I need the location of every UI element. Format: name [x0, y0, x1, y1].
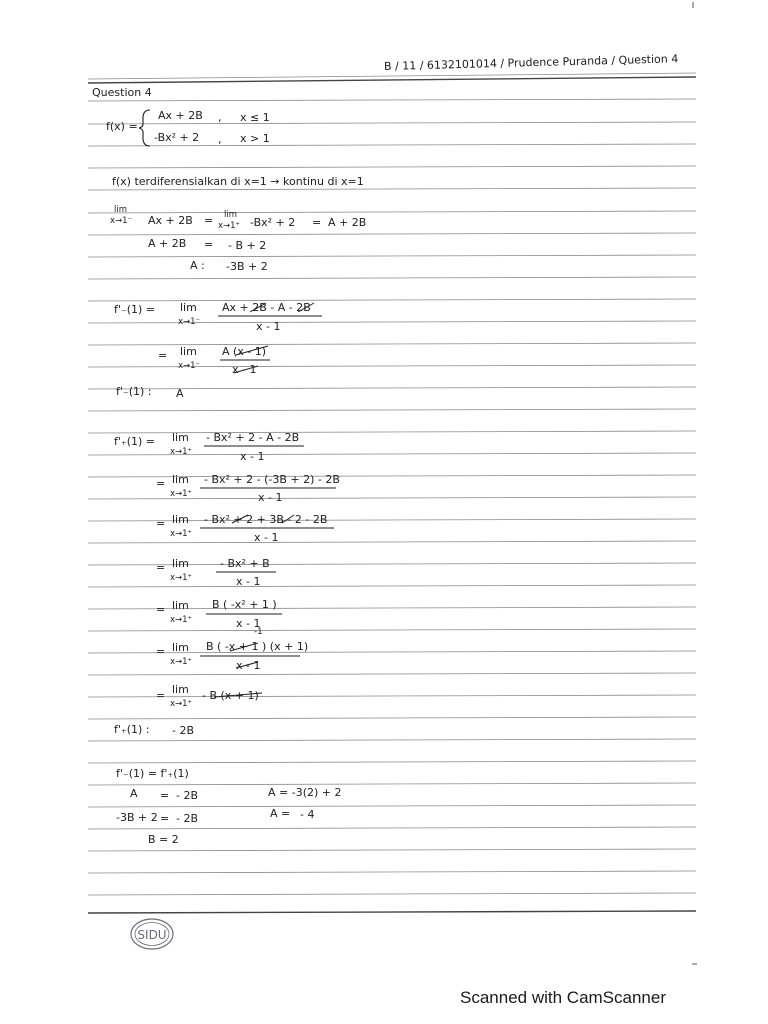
case-separator: , — [218, 111, 222, 124]
right-derivative-denominator-3: x - 1 — [254, 531, 279, 544]
equals-sign: = — [160, 789, 170, 802]
cancel-annotation: -1 — [254, 627, 263, 637]
lim-word: lim — [172, 683, 189, 696]
equals-sign: = — [156, 645, 166, 658]
stamp-text: SIDU — [137, 928, 167, 942]
right-derivative-denominator-2: x - 1 — [258, 491, 283, 504]
equals-sign: = — [156, 561, 166, 574]
lim-subscript: x→1⁺ — [170, 657, 193, 667]
case2-condition: x > 1 — [240, 132, 270, 145]
lim-word: lim — [114, 205, 128, 215]
lim-word: lim — [172, 473, 189, 486]
left-derivative-numerator-2: A (x - 1) — [222, 345, 267, 358]
derivatives-equal: f'₋(1) = f'₊(1) — [116, 767, 189, 780]
right-derivative-denominator-4: x - 1 — [236, 575, 261, 588]
piecewise-brace — [139, 110, 150, 146]
question-title: Question 4 — [92, 86, 152, 99]
lim-subscript: x→1⁺ — [218, 221, 241, 231]
lim-subscript: x→1⁺ — [170, 529, 193, 539]
equals-sign: = — [204, 238, 214, 251]
solve-a3-left: A = — [270, 807, 291, 820]
equals-sign: = — [312, 216, 322, 229]
continuity-line2-left: A + 2B — [148, 237, 187, 250]
fx-label: f(x) = — [106, 120, 138, 133]
solve-a2: A = -3(2) + 2 — [268, 786, 342, 799]
scanner-watermark: Scanned with CamScanner — [460, 988, 667, 1007]
equals-sign: = — [156, 689, 166, 702]
case1-condition: x ≤ 1 — [240, 111, 270, 124]
right-derivative-numerator-4: - Bx² + B — [220, 557, 270, 570]
left-derivative-label: f'₋(1) = — [114, 303, 155, 316]
continuity-line2-right: - B + 2 — [228, 239, 267, 252]
right-derivative-numerator-3: - Bx² + 2 + 3B - 2 - 2B — [204, 513, 328, 526]
equals-sign: = — [160, 812, 170, 825]
lim-subscript: x→1⁺ — [170, 573, 193, 583]
lim-subscript: x→1⁺ — [170, 447, 193, 457]
right-derivative-numerator-6: B ( -x + 1 ) (x + 1) — [206, 640, 309, 653]
right-derivative-result-value: - 2B — [172, 724, 195, 737]
lim-word: lim — [224, 210, 238, 220]
solve-b1-left: -3B + 2 — [116, 811, 158, 824]
right-derivative-denominator-6: x - 1 — [236, 659, 261, 672]
equals-sign: = — [156, 517, 166, 530]
solve-b-result: B = 2 — [148, 833, 179, 846]
solve-a1-left: A — [130, 787, 138, 800]
case2-expression: -Bx² + 2 — [154, 131, 200, 144]
lim-subscript: x→1⁻ — [178, 317, 201, 327]
solve-a1-right: - 2B — [176, 789, 199, 802]
equals-sign: = — [204, 214, 214, 227]
right-derivative-numerator-1: - Bx² + 2 - A - 2B — [206, 431, 300, 444]
equals-sign: = — [156, 477, 166, 490]
lim-word: lim — [172, 513, 189, 526]
case1-expression: Ax + 2B — [158, 109, 203, 122]
right-derivative-numerator-2: - Bx² + 2 - (-3B + 2) - 2B — [204, 473, 340, 486]
left-derivative-numerator-1: Ax + 2B - A - 2B — [222, 301, 311, 314]
continuity-line3-right: -3B + 2 — [226, 260, 268, 273]
right-derivative-denominator-5: x - 1 — [236, 617, 261, 630]
equals-sign: = — [156, 603, 166, 616]
equals-sign: = — [158, 349, 168, 362]
lim-subscript: x→1⁺ — [170, 489, 193, 499]
lim-subscript: x→1⁺ — [170, 615, 193, 625]
lim-word: lim — [172, 599, 189, 612]
left-derivative-denominator-1: x - 1 — [256, 320, 281, 333]
right-derivative-expression-7: - B (x + 1) — [202, 689, 259, 702]
sidu-stamp — [131, 919, 173, 949]
differentiability-statement: f(x) terdiferensialkan di x=1 → kontinu di x=1 — [112, 175, 364, 188]
continuity-line3-left: A : — [190, 259, 205, 272]
right-derivative-label: f'₊(1) = — [114, 435, 155, 448]
right-derivative-result-label: f'₊(1) : — [114, 723, 150, 736]
lim-word: lim — [180, 345, 197, 358]
right-derivative-numerator-5: B ( -x² + 1 ) — [212, 598, 277, 611]
solve-a3-right: - 4 — [300, 808, 315, 821]
left-derivative-denominator-2: x - 1 — [232, 363, 257, 376]
left-derivative-result-value: A — [176, 387, 184, 400]
continuity-result: A + 2B — [328, 216, 367, 229]
case-separator: , — [218, 133, 222, 146]
lim-subscript: x→1⁺ — [170, 699, 193, 709]
continuity-right-expr: -Bx² + 2 — [250, 216, 296, 229]
lim-word: lim — [180, 301, 197, 314]
lim-word: lim — [172, 557, 189, 570]
header-identity: B / 11 / 6132101014 / Prudence Puranda / Question 4 — [383, 52, 679, 73]
lim-word: lim — [172, 431, 189, 444]
left-derivative-result-label: f'₋(1) : — [116, 385, 152, 398]
lim-word: lim — [172, 641, 189, 654]
right-derivative-denominator-1: x - 1 — [240, 450, 265, 463]
continuity-left-expr: Ax + 2B — [148, 214, 193, 227]
lim-subscript: x→1⁻ — [178, 361, 201, 371]
lim-subscript: x→1⁻ — [110, 216, 133, 226]
solve-b1-right: - 2B — [176, 812, 199, 825]
